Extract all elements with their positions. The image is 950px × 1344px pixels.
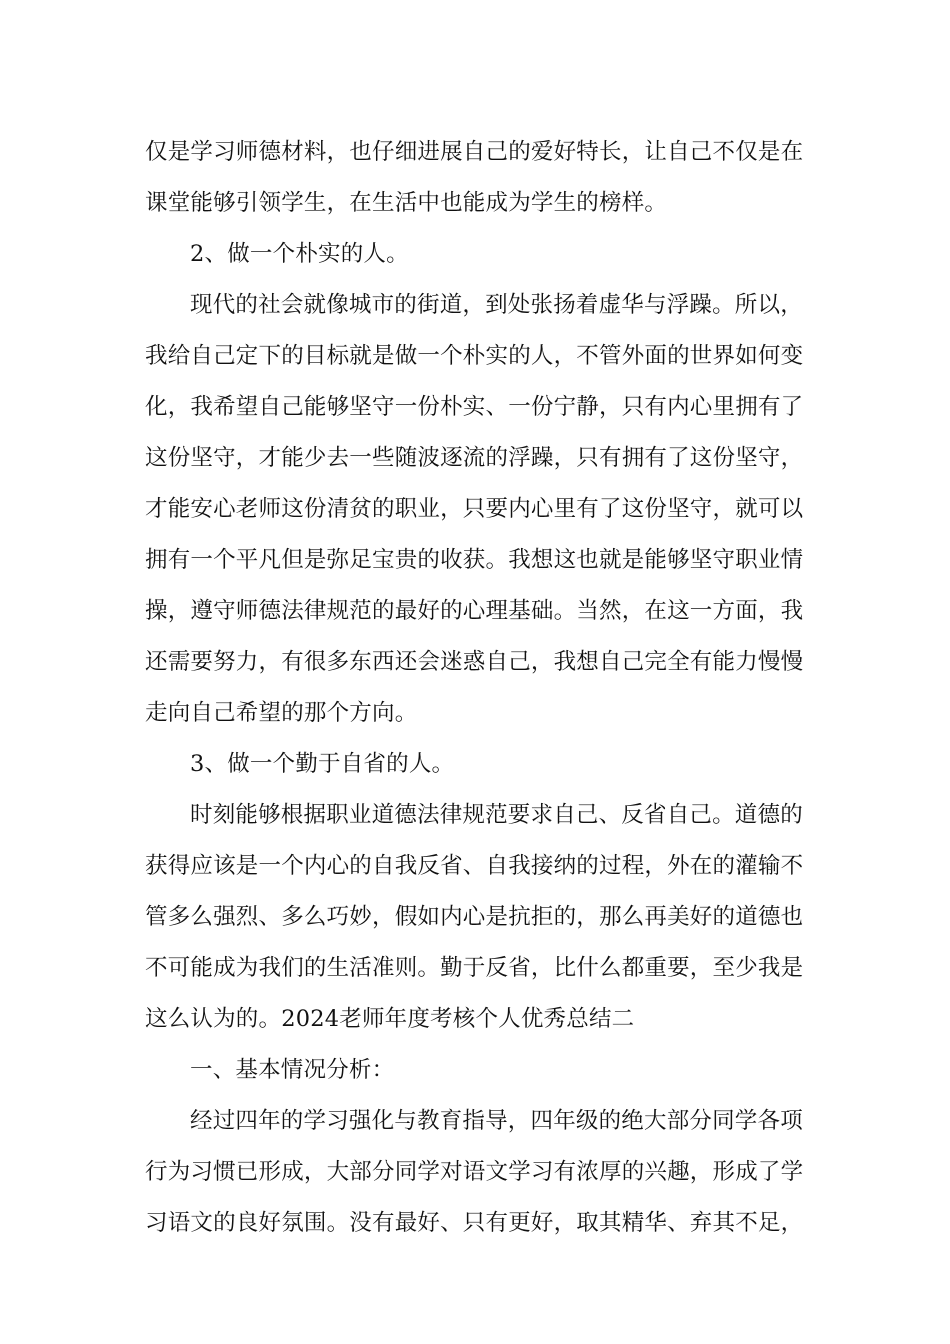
section-heading: 2、做一个朴实的人。 [190, 241, 409, 267]
text-line: 行为习惯已形成，大部分同学对语文学习有浓厚的兴趣，形成了学 [145, 1159, 804, 1185]
text-line: 这份坚守，才能少去一些随波逐流的浮躁，只有拥有了这份坚守， [145, 445, 804, 471]
text-line: 这么认为的。2024老师年度考核个人优秀总结二 [145, 1006, 635, 1032]
text-line: 我给自己定下的目标就是做一个朴实的人，不管外面的世界如何变 [145, 343, 804, 369]
text-line: 管多么强烈、多么巧妙，假如内心是抗拒的，那么再美好的道德也 [145, 904, 804, 930]
section-heading: 一、基本情况分析： [190, 1057, 395, 1083]
text-line: 获得应该是一个内心的自我反省、自我接纳的过程，外在的灌输不 [145, 853, 804, 879]
text-line: 仅是学习师德材料，也仔细进展自己的爱好特长，让自己不仅是在 [145, 139, 804, 165]
paragraph-start: 时刻能够根据职业道德法律规范要求自己、反省自己。道德的 [190, 802, 803, 828]
paragraph-start: 现代的社会就像城市的街道，到处张扬着虚华与浮躁。所以， [190, 292, 803, 318]
text-line: 习语文的良好氛围。没有最好、只有更好，取其精华、弃其不足， [145, 1210, 804, 1236]
text-line: 还需要努力，有很多东西还会迷惑自己，我想自己完全有能力慢慢 [145, 649, 804, 675]
paragraph-start: 经过四年的学习强化与教育指导，四年级的绝大部分同学各项 [190, 1108, 803, 1134]
text-line: 化，我希望自己能够坚守一份朴实、一份宁静，只有内心里拥有了 [145, 394, 804, 420]
text-line: 拥有一个平凡但是弥足宝贵的收获。我想这也就是能够坚守职业情 [145, 547, 804, 573]
text-line: 课堂能够引领学生，在生活中也能成为学生的榜样。 [145, 190, 668, 216]
section-heading: 3、做一个勤于自省的人。 [190, 751, 455, 777]
text-line: 操，遵守师德法律规范的最好的心理基础。当然，在这一方面，我 [145, 598, 804, 624]
text-line: 走向自己希望的那个方向。 [145, 700, 418, 726]
text-line: 才能安心老师这份清贫的职业，只要内心里有了这份坚守，就可以 [145, 496, 804, 522]
document-body [145, 127, 810, 1249]
text-line: 不可能成为我们的生活准则。勤于反省，比什么都重要，至少我是 [145, 955, 804, 981]
